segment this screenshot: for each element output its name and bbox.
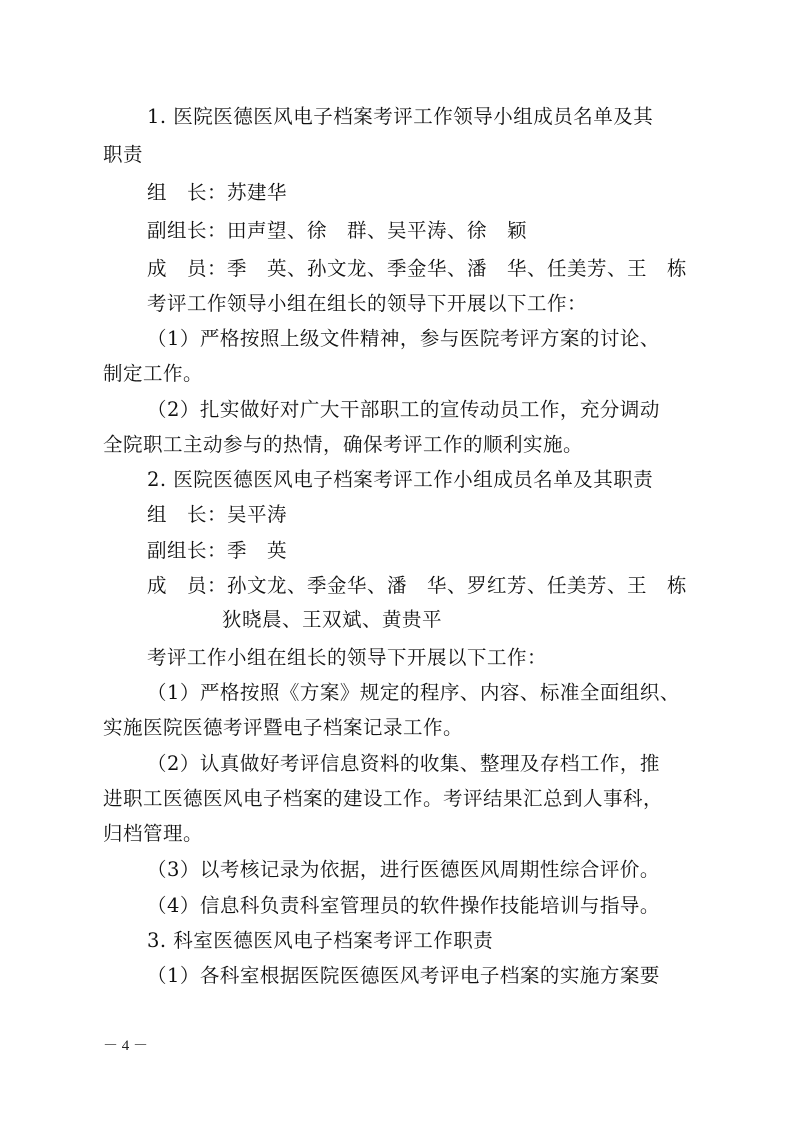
members-line: 成 员：季 英、孙文龙、季金华、潘 华、任美芳、王 栋 [147,257,688,280]
paragraph-item-2-line-1: （2）扎实做好对广大干部职工的宣传动员工作，充分调动 [147,398,660,421]
heading-3: 3. 科室医德医风电子档案考评工作职责 [147,929,494,952]
members-line-2-cont: 狄晓晨、王双斌、黄贵平 [222,608,443,631]
paragraph-intro: 考评工作领导小组在组长的领导下开展以下工作： [147,292,588,315]
page-number: － 4 － [103,1038,149,1054]
paragraph-item-1-line-1: （1）严格按照上级文件精神，参与医院考评方案的讨论、 [147,327,660,350]
paragraph-item-2-line-2: 全院职工主动参与的热情，确保考评工作的顺利实施。 [103,433,584,456]
members-line-2: 成 员：孙文龙、季金华、潘 华、罗红芳、任美芳、王 栋 [147,574,688,597]
heading-1-line-2: 职责 [103,143,144,166]
paragraph-intro-2: 考评工作小组在组长的领导下开展以下工作： [147,646,548,669]
heading-2: 2. 医院医德医风电子档案考评工作小组成员名单及其职责 [147,468,654,491]
deputy-leader-line: 副组长：田声望、徐 群、吴平涛、徐 颖 [147,219,528,242]
heading-1-line-1: 1. 医院医德医风电子档案考评工作领导小组成员名单及其 [147,105,654,128]
leader-line-2: 组 长：吴平涛 [147,503,288,526]
paragraph-2-item-2-line-2: 进职工医德医风电子档案的建设工作。考评结果汇总到人事科， [103,787,664,810]
paragraph-2-item-4: （4）信息科负责科室管理员的软件操作技能培训与指导。 [147,894,660,917]
paragraph-2-item-3: （3）以考核记录为依据，进行医德医风周期性综合评价。 [147,858,660,881]
deputy-leader-line-2: 副组长：季 英 [147,539,288,562]
paragraph-2-item-1-line-2: 实施医院医德考评暨电子档案记录工作。 [103,716,464,739]
leader-line: 组 长：苏建华 [147,181,288,204]
paragraph-3-item-1-line-1: （1）各科室根据医院医德医风考评电子档案的实施方案要 [147,964,660,987]
paragraph-2-item-1-line-1: （1）严格按照《方案》规定的程序、内容、标准全面组织、 [147,681,680,704]
paragraph-2-item-2-line-1: （2）认真做好考评信息资料的收集、整理及存档工作，推 [147,752,660,775]
paragraph-2-item-2-line-3: 归档管理。 [103,822,204,845]
paragraph-item-1-line-2: 制定工作。 [103,362,204,385]
